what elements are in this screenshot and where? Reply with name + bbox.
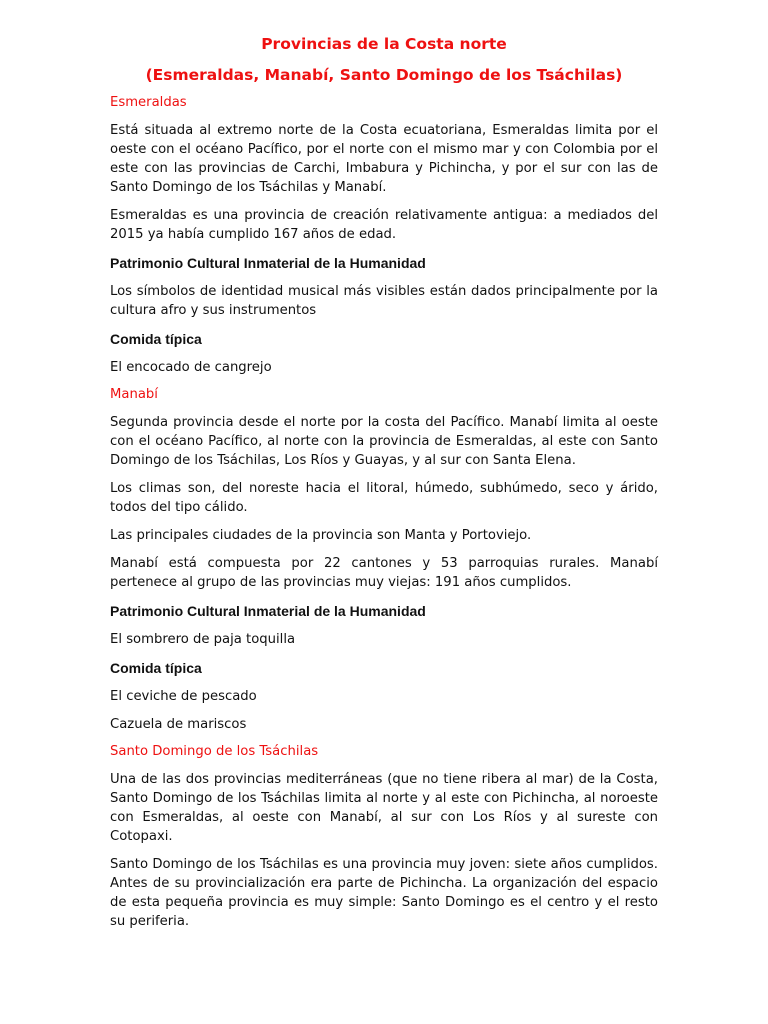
- paragraph: Una de las dos provincias mediterráneas (que no tiene ribera al mar) de la Costa, Santo Domingo de los Tsáchilas limita al norte y al este con Pichincha, al noroeste con Esmeraldas, al oeste con Manabí, al sur con Los Ríos y al sureste con Cotopaxi.: [110, 772, 658, 844]
- paragraph: Cazuela de mariscos: [110, 717, 247, 732]
- paragraph: El ceviche de pescado: [110, 689, 257, 704]
- subheading-comida: Comida típica: [110, 331, 202, 347]
- paragraph: Segunda provincia desde el norte por la costa del Pacífico. Manabí limita al oeste con el océano Pacífico, al norte con la provincia de Esmeraldas, al este con Santo Domingo de los Tsáchilas, Los Ríos y Guayas, y al sur con Santa Elena.: [110, 415, 658, 468]
- section-heading-santo-domingo: Santo Domingo de los Tsáchilas: [110, 744, 319, 759]
- paragraph: Esmeraldas es una provincia de creación relativamente antigua: a mediados del 2015 ya había cumplido 167 años de edad.: [110, 208, 658, 242]
- section-heading-manabi: Manabí: [110, 387, 158, 402]
- subheading-patrimonio: Patrimonio Cultural Inmaterial de la Humanidad: [110, 255, 426, 271]
- section-heading-esmeraldas: Esmeraldas: [110, 95, 187, 110]
- paragraph: Los símbolos de identidad musical más visibles están dados principalmente por la cultura afro y sus instrumentos: [110, 284, 658, 318]
- paragraph: Las principales ciudades de la provincia son Manta y Portoviejo.: [110, 528, 532, 543]
- paragraph: El sombrero de paja toquilla: [110, 632, 296, 647]
- document-subtitle: (Esmeraldas, Manabí, Santo Domingo de los Tsáchilas): [145, 66, 623, 84]
- document-title: Provincias de la Costa norte: [261, 35, 507, 53]
- document-content: [110, 32, 658, 940]
- paragraph: El encocado de cangrejo: [110, 360, 272, 375]
- paragraph: Está situada al extremo norte de la Costa ecuatoriana, Esmeraldas limita por el oeste con el océano Pacífico, por el norte con el mismo mar y con Colombia por el este con las provincias de Carchi, Imbabura y Pichincha, y por el sur con las de Santo Domingo de los Tsáchilas y Manabí.: [110, 123, 658, 195]
- paragraph: Santo Domingo de los Tsáchilas es una provincia muy joven: siete años cumplidos. Antes de su provincialización era parte de Pichincha. La organización del espacio de esta pequeña provincia es muy simple: Santo Domingo es el centro y el resto su periferia.: [110, 857, 658, 929]
- paragraph: Manabí está compuesta por 22 cantones y 53 parroquias rurales. Manabí pertenece al grupo de las provincias muy viejas: 191 años cumplidos.: [110, 556, 658, 590]
- paragraph: Los climas son, del noreste hacia el litoral, húmedo, subhúmedo, seco y árido, todos del tipo cálido.: [110, 481, 658, 515]
- subheading-comida: Comida típica: [110, 660, 202, 676]
- subheading-patrimonio: Patrimonio Cultural Inmaterial de la Humanidad: [110, 603, 426, 619]
